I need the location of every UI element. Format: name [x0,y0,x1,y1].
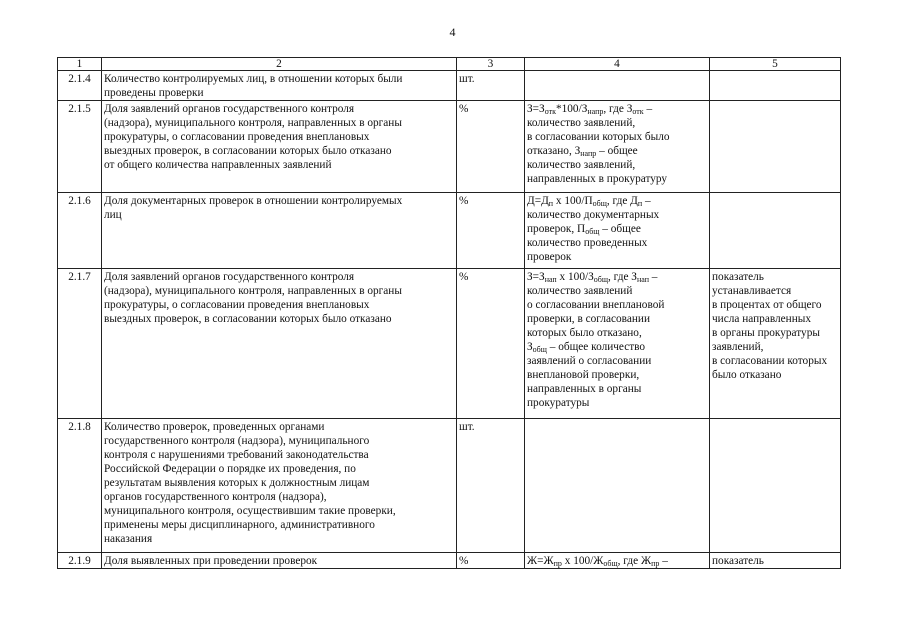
formula-text: количество заявлений, [527,117,636,129]
formula-cell [525,553,710,569]
unit-cell: шт. [457,71,525,101]
formula-text: *100/З [555,103,588,115]
formula-text: Д=Д [527,195,549,207]
indicator-name-line: (надзора), муниципального контроля, направленных в органы [104,285,402,297]
formula-line [527,144,707,158]
column-header: 4 [525,58,710,71]
formula-cell [525,193,710,269]
formula-line [527,382,707,396]
note-line: в согласовании которых [712,355,828,367]
formula-text: в согласовании которых было [527,131,670,143]
formula-text: х 100/П [553,195,593,207]
formula-text: прокуратуры [527,397,590,409]
formula-subscript: общ [532,345,547,354]
formula-line [527,298,707,312]
formula-line [527,554,707,568]
formula-line [527,368,707,382]
formula-line [527,270,707,284]
formula-text: – общее количество [546,341,646,353]
item-number: 2.1.8 [58,419,102,553]
formula-subscript: общ [593,275,608,284]
formula-line [527,172,707,186]
formula-text: – [659,555,668,567]
formula-subscript: общ [603,559,618,568]
indicators-table [57,57,841,569]
formula-subscript: п [637,199,643,208]
formula-line [527,396,707,410]
indicator-name-line: контроля с нарушениями требований законодательства [104,449,369,461]
formula-subscript: общ [592,199,607,208]
indicator-name-line: Доля заявлений органов государственного контроля [104,103,355,115]
indicator-name-line: выездных проверок, в согласовании которых было отказано [104,313,392,325]
indicator-name-line: прокуратуры, о согласовании проведения внеплановых [104,299,370,311]
column-header: 1 [58,58,102,71]
formula-text: количество документарных [527,209,660,221]
indicator-name-line: муниципального контроля, осуществившим такие проверки, [104,505,396,517]
note-cell [710,553,841,569]
indicator-name-line: Доля заявлений органов государственного контроля [104,271,355,283]
formula-text: количество заявлений [527,285,633,297]
formula-text: , где З [608,271,637,283]
formula-text: о согласовании внеплановой [527,299,665,311]
note-line: в органы прокуратуры [712,327,820,339]
indicator-name-line: (надзора), муниципального контроля, направленных в органы [104,117,402,129]
item-number: 2.1.9 [58,553,102,569]
formula-line [527,340,707,354]
item-number: 2.1.5 [58,101,102,193]
note-cell [710,71,841,101]
formula-text: количество заявлений, [527,159,636,171]
formula-line [527,284,707,298]
note-cell [710,269,841,419]
formula-text: проверки, в согласовании [527,313,650,325]
formula-text: проверок, П [527,223,586,235]
formula-subscript: напр [580,149,597,158]
note-line: числа направленных [712,313,812,325]
formula-line [527,326,707,340]
table-header-row [58,58,841,71]
indicator-name-cell [102,101,457,193]
formula-text: З=З [527,103,545,115]
indicator-name-cell [102,71,457,101]
table-row [58,269,841,419]
indicator-name-line: применены меры дисциплинарного, административного [104,519,375,531]
formula-text: – [643,103,653,115]
formula-text: З [527,341,533,353]
formula-subscript: отк [632,107,644,116]
formula-subscript: нап [636,275,649,284]
formula-text: направленных в прокуратуру [527,173,668,185]
indicator-name-line: наказания [104,533,153,545]
formula-line [527,102,707,116]
formula-line [527,130,707,144]
indicator-name-line: Количество контролируемых лиц, в отношении которых были [104,73,403,85]
formula-line [527,222,707,236]
indicator-name-cell [102,269,457,419]
indicator-name-line: Российской Федерации о порядке их проведения, по [104,463,356,475]
indicator-name-line: органов государственного контроля (надзора), [104,491,327,503]
formula-text: проверок [527,251,572,263]
formula-line [527,158,707,172]
note-cell [710,101,841,193]
formula-line [527,354,707,368]
unit-cell: % [457,101,525,193]
formula-cell [525,419,710,553]
indicator-name-cell [102,193,457,269]
table-row [58,419,841,553]
formula-subscript: п [548,199,554,208]
note-line: было отказано [712,369,782,381]
indicator-name-line: выездных проверок, в согласовании которых было отказано [104,145,392,157]
formula-text: З=З [527,271,545,283]
formula-subscript: нап [544,275,557,284]
formula-text: , где Ж [617,555,652,567]
formula-text: – [642,195,651,207]
formula-text: заявлений о согласовании [527,355,652,367]
unit-cell: % [457,269,525,419]
table-row [58,71,841,101]
indicator-name-line: проведены проверки [104,87,204,99]
note-line: устанавливается [712,285,792,297]
formula-text: внеплановой проверки, [527,369,640,381]
note-cell [710,193,841,269]
item-number: 2.1.7 [58,269,102,419]
formula-line [527,312,707,326]
formula-subscript: общ [585,227,600,236]
table-row [58,101,841,193]
formula-subscript: отк [544,107,556,116]
indicator-name-cell [102,553,457,569]
formula-subscript: пр [553,559,562,568]
formula-text: х 100/Ж [561,555,604,567]
formula-line [527,208,707,222]
indicator-name-line: Доля выявленных при проведении проверок [104,555,318,567]
indicator-name-line: прокуратуры, о согласовании проведения внеплановых [104,131,370,143]
unit-cell: шт. [457,419,525,553]
formula-text: – [648,271,658,283]
column-header: 2 [102,58,457,71]
column-header: 5 [710,58,841,71]
formula-line [527,116,707,130]
formula-text: – общее [596,145,638,157]
formula-line [527,194,707,208]
formula-line [527,236,707,250]
indicator-name-cell [102,419,457,553]
table-row [58,553,841,569]
formula-text: которых было отказано, [527,327,642,339]
formula-text: , где З [603,103,633,115]
formula-cell [525,269,710,419]
formula-text: – общее [599,223,641,235]
formula-text: , где Д [606,195,638,207]
unit-cell: % [457,553,525,569]
indicator-name-line: Количество проверок, проведенных органами [104,421,325,433]
formula-cell [525,71,710,101]
indicator-name-line: государственного контроля (надзора), муниципального [104,435,370,447]
formula-text: направленных в органы [527,383,642,395]
formula-subscript: пр [651,559,660,568]
item-number: 2.1.4 [58,71,102,101]
formula-text: отказано, З [527,145,581,157]
formula-line [527,250,707,264]
note-line: показатель [712,271,764,283]
formula-text: количество проведенных [527,237,648,249]
indicator-name-line: Доля документарных проверок в отношении контролируемых [104,195,403,207]
formula-subscript: напр [587,107,604,116]
note-cell [710,419,841,553]
indicator-name-line: от общего количества направленных заявлений [104,159,332,171]
formula-text: Ж=Ж [527,555,554,567]
column-header: 3 [457,58,525,71]
note-line: показатель [712,555,764,567]
formula-text: х 100/З [556,271,594,283]
page-number: 4 [449,25,456,39]
item-number: 2.1.6 [58,193,102,269]
unit-cell: % [457,193,525,269]
note-line: заявлений, [712,341,764,353]
formula-cell [525,101,710,193]
table-row [58,193,841,269]
indicator-name-line: результатам выявления которых к должностным лицам [104,477,370,489]
indicator-name-line: лиц [104,209,122,221]
note-line: в процентах от общего [712,299,822,311]
